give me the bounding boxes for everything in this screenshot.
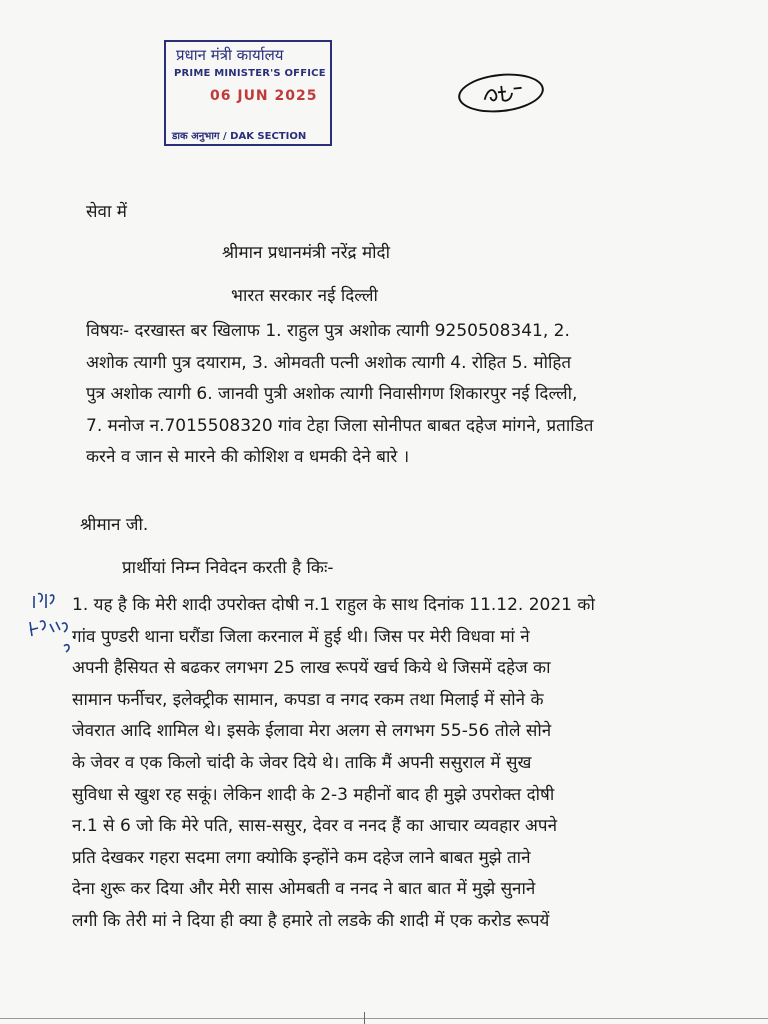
body-paragraph-1 [72,590,672,938]
pmo-received-stamp [164,40,332,146]
body-line: 1. यह है कि मेरी शादी उपरोक्त दोषी न.1 राहुल के साथ दिनांक 11.12. 2021 को [72,595,595,615]
body-line: जेवरात आदि शामिल थे। इसके ईलावा मेरा अलग से लगभग 55-56 तोले सोने [72,721,552,742]
stamp-dak-section: डाक अनुभाग / DAK SECTION [172,131,307,142]
stamp-office-hindi: प्रधान मंत्री कार्यालय [176,46,284,64]
body-line: न.1 से 6 जो कि मेरे पति, सास-ससुर, देवर व ननद हैं का आचार व्यवहार अपने [72,816,558,837]
greeting: श्रीमान जी. [80,515,149,535]
subject-line: पुत्र अशोक त्यागी 6. जानवी पुत्री अशोक त्यागी निवासीगण शिकारपुर नई दिल्ली, [86,384,578,404]
stamp-office-english: PRIME MINISTER'S OFFICE [174,68,326,79]
subject-line: अशोक त्यागी पुत्र दयाराम, 3. ओमवती पत्नी अशोक त्यागी 4. रोहित 5. मोहित [86,352,572,373]
addressee-line-2: भारत सरकार नई दिल्ली [231,286,378,306]
body-line: सामान फर्नीचर, इलेक्ट्रीक सामान, कपडा व नगद रकम तथा मिलाई में सोने के [72,689,544,710]
handwritten-margin-note [28,588,74,658]
page-bottom-edge [0,1018,768,1019]
body-line: गांव पुण्डरी थाना घरौंडा जिला करनाल में हुई थी। जिस पर मेरी विधवा मां ने [72,626,530,647]
body-line: अपनी हैसियत से बढकर लगभग 25 लाख रूपयें खर्च किये थे जिसमें दहेज का [72,658,551,679]
page-fold-mark [364,1012,365,1024]
subject-line: करने व जान से मारने की कोशिश व धमकी देने बारे । [86,447,410,467]
body-line: सुविधा से खुश रह सकूं। लेकिन शादी के 2-3 महीनों बाद ही मुझे उपरोक्त दोषी [72,784,555,805]
body-line: प्रति देखकर गहरा सदमा लगा क्योकि इन्होंने कम दहेज लाने बाबत मुझे ताने [72,847,531,868]
initial-scribble-icon [481,80,525,108]
subject-line: 7. मनोज न.7015508320 गांव टेहा जिला सोनीपत बाबत दहेज मांगने, प्रताडित [86,415,594,436]
intro-line: प्रार्थीयां निम्न निवेदन करती है किः- [122,558,334,578]
salutation: सेवा में [86,202,127,222]
handwritten-initial-oval [456,70,546,117]
subject-line: विषयः- दरखास्त बर खिलाफ 1. राहुल पुत्र अशोक त्यागी 9250508341, 2. [86,321,570,341]
body-line: लगी कि तेरी मां ने दिया ही क्या है हमारे तो लडके की शादी में एक करोड रूपयें [72,910,550,931]
body-line: देना शुरू कर दिया और मेरी सास ओमबती व ननद ने बात बात में मुझे सुनाने [72,879,536,900]
stamp-date: 06 JUN 2025 [210,88,318,104]
addressee-line-1: श्रीमान प्रधानमंत्री नरेंद्र मोदी [222,243,390,263]
subject-paragraph [86,316,682,474]
body-line: के जेवर व एक किलो चांदी के जेवर दिये थे। ताकि मैं अपनी ससुराल में सुख [72,752,532,773]
